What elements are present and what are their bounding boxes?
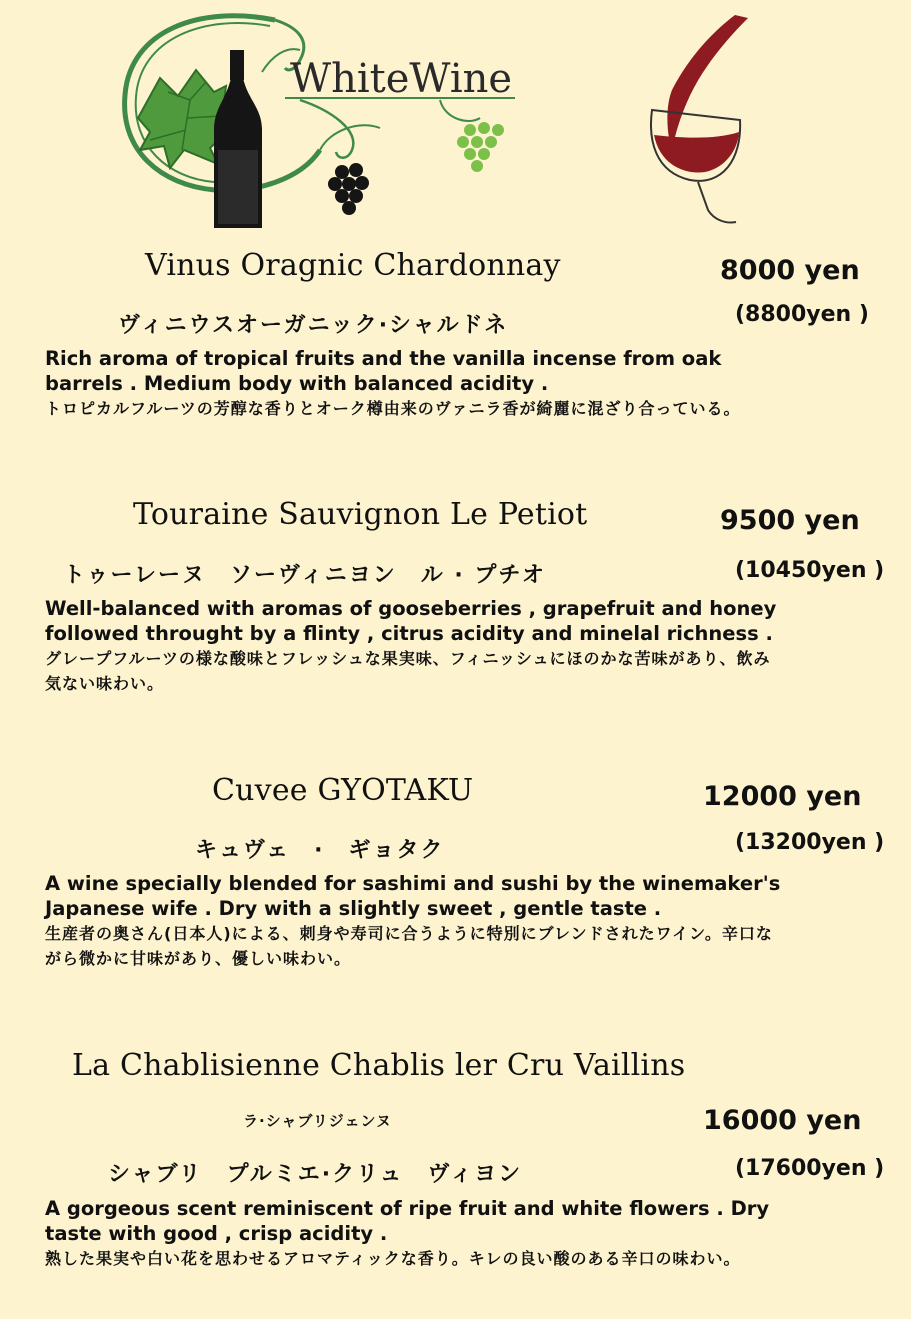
wine-description-jp: 生産者の奥さん(日本人)による、刺身や寿司に合うように特別にブレンドされたワイン。辛口ながら微かに甘味があり、優しい味わい。 bbox=[45, 924, 773, 968]
header-title: WhiteWine bbox=[290, 56, 513, 102]
wine-price-with-tax: (8800yen ) bbox=[735, 302, 869, 327]
wine-name-kana: シャブリ プルミエ·クリュ ヴィヨン bbox=[108, 1162, 523, 1187]
grape-cluster-icon bbox=[328, 163, 369, 215]
wine-logo-illustration bbox=[0, 0, 911, 240]
wine-description-en: A gorgeous scent reminiscent of ripe fruit and white flowers . Dry taste with good , crisp acidity . bbox=[45, 1197, 770, 1245]
producer-name-kana: ラ·シャブリジェンヌ bbox=[243, 1112, 392, 1130]
wine-name-kana: ヴィニウスオーガニック·シャルドネ bbox=[118, 313, 509, 338]
wine-price: 9500 yen bbox=[720, 505, 860, 536]
wine-description-en: Rich aroma of tropical fruits and the vanilla incense from oak barrels . Medium body with balanced acidity . bbox=[45, 347, 722, 395]
wine-name: Cuvee GYOTAKU bbox=[212, 773, 474, 808]
wine-description-jp: トロピカルフルーツの芳醇な香りとオーク樽由来のヴァニラ香が綺麗に混ざり合っている。 bbox=[45, 399, 741, 418]
wine-price-with-tax: (10450yen ) bbox=[735, 558, 885, 583]
wine-price-with-tax: (13200yen ) bbox=[735, 830, 885, 855]
wine-description bbox=[45, 1196, 785, 1271]
wine-description bbox=[45, 346, 785, 421]
wine-name-kana: トゥーレーヌ ソーヴィニヨン ル · プチオ bbox=[63, 563, 546, 588]
wine-price: 16000 yen bbox=[703, 1105, 862, 1136]
wine-price-with-tax: (17600yen ) bbox=[735, 1156, 885, 1181]
wine-price: 8000 yen bbox=[720, 255, 860, 286]
wine-glass-icon bbox=[651, 15, 748, 223]
wine-description-jp: 熟した果実や白い花を思わせるアロマティックな香り。キレの良い酸のある辛口の味わい。 bbox=[45, 1249, 741, 1268]
wine-description bbox=[45, 871, 785, 971]
wine-name: Vinus Oragnic Chardonnay bbox=[145, 248, 561, 283]
wine-name: La Chablisienne Chablis ler Cru Vaillins bbox=[72, 1048, 686, 1083]
wine-name-kana: キュヴェ · ギョタク bbox=[195, 838, 445, 863]
wine-price: 12000 yen bbox=[703, 781, 862, 812]
wine-description-en: Well-balanced with aromas of gooseberries , grapefruit and honey followed throught by a flinty , citrus acidity and minelal richness . bbox=[45, 597, 777, 645]
wine-description-jp: グレープフルーツの様な酸味とフレッシュな果実味、フィニッシュにほのかな苦味があり、飲み気ない味わい。 bbox=[45, 649, 771, 693]
wine-name: Touraine Sauvignon Le Petiot bbox=[133, 497, 588, 532]
wine-description bbox=[45, 596, 785, 696]
wine-description-en: A wine specially blended for sashimi and sushi by the winemaker's Japanese wife . Dry with a slightly sweet , gentle taste . bbox=[45, 872, 781, 920]
header-illustration bbox=[0, 0, 911, 240]
green-grape-cluster-icon bbox=[457, 122, 504, 172]
wine-bottle-icon bbox=[214, 50, 262, 228]
